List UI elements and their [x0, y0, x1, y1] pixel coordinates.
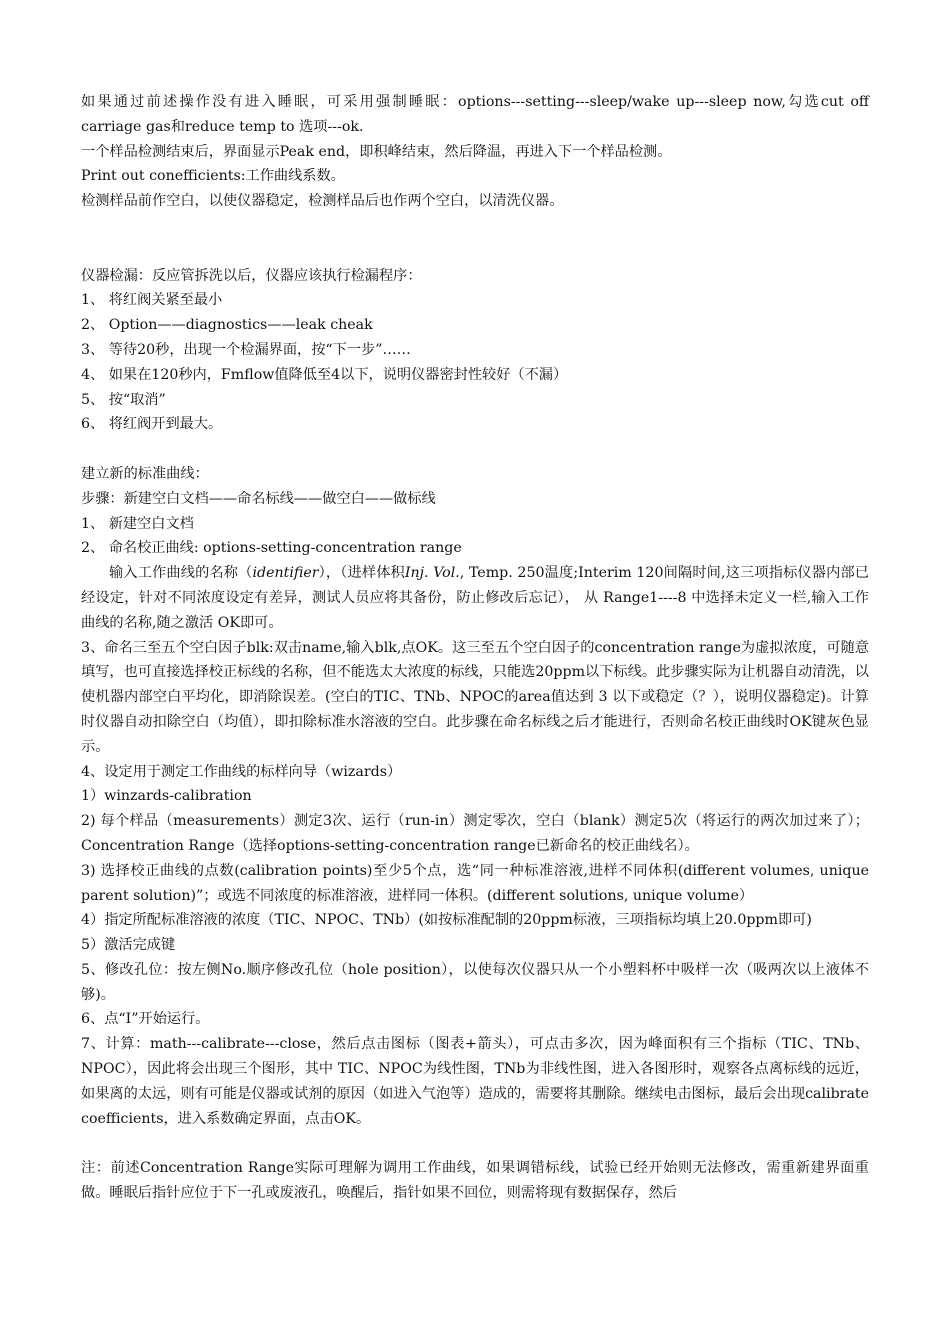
- leak-check-step: 4、 如果在120秒内，Fmflow值降低至4以下，说明仪器密封性较好（不漏）: [81, 366, 568, 383]
- leak-check-step: 3、 等待20秒，出现一个检漏界面，按“下一步”……: [81, 341, 411, 358]
- inj-vol-term: Inj. Vol.: [404, 565, 460, 582]
- new-curve-step-4-2: 2) 每个样品（measurements）测定3次、运行（run-in）测定零次，空白（blank）测定5次（将运行的两次加过来了）；Concentration Range（选择options-setting-concentration range已新命名的校正曲线名）。: [81, 813, 869, 854]
- new-curve-step-7: 7、计算：math---calibrate---close，然后点击图标（图表+箭头），可点击多次，因为峰面积有三个指标（TIC、TNb、NPOC），因此将会出现三个图形，其中 TIC、NPOC为线性图，TNb为非线性图，进入各图形时，观察各点离标线的远近，如果离的太远，则有可能是仪器或试剂的原因（如进入气泡等）造成的，需要将其删除。继续电击图标，最后会出现calibrate coefficients，进入系数确定界面，点击OK。: [81, 1036, 869, 1127]
- document-page: [81, 90, 869, 1206]
- leak-check-step: 6、 将红阀开到最大。: [81, 416, 223, 433]
- closing-note: 注：前述Concentration Range实际可理解为调用工作曲线，如果调错标线，试验已经开始则无法修改，需重新建界面重做。睡眠后指针应位于下一孔或废液孔，唤醒后，指针如果不回位，则需将现有数据保存，然后: [81, 1160, 869, 1202]
- new-curve-step-2-detail: [81, 561, 869, 635]
- blank-note: 检测样品前作空白，以使仪器稳定，检测样品后也作两个空白，以清洗仪器。: [81, 193, 564, 210]
- new-curve-step-4-5: 5）激活完成键: [81, 937, 176, 954]
- spacer: [81, 437, 869, 462]
- identifier-term: identifier: [252, 565, 319, 582]
- sleep-instruction: 如果通过前述操作没有进入睡眠，可采用强制睡眠：options---setting---sleep/wake up---sleep now,勾选cut off carriage gas和reduce temp to 选项---ok.: [81, 94, 869, 135]
- new-curve-steps-line: 步骤：新建空白文档——命名标线——做空白——做标线: [81, 490, 436, 507]
- leak-check-heading: 仪器检漏：反应管拆洗以后，仪器应该执行检漏程序：: [81, 267, 422, 284]
- peak-end-note: 一个样品检测结束后，界面显示Peak end，即积峰结束，然后降温，再进入下一个样品检测。: [81, 143, 672, 160]
- new-curve-step-2: 2、 命名校正曲线: options-setting-concentration range: [81, 540, 462, 557]
- new-curve-step-4-3: 3) 选择校正曲线的点数(calibration points)至少5个点，选“同一种标准溶液,进样不同体积(different volumes, unique parent solution)”；或选不同浓度的标准溶液，进样同一体积。(different solutions, unique volume）: [81, 862, 869, 904]
- leak-check-step: 2、 Option——diagnostics——leak cheak: [81, 317, 373, 334]
- leak-check-step: 5、 按“取消”: [81, 391, 166, 408]
- new-curve-heading: 建立新的标准曲线：: [81, 465, 209, 482]
- detail-text: ），（进样体积: [318, 565, 405, 582]
- new-curve-step-4: 4、设定用于测定工作曲线的标样向导（wizards）: [81, 763, 402, 780]
- leak-check-step: 1、 将红阀关紧至最小: [81, 292, 223, 309]
- new-curve-step-5: 5、修改孔位：按左侧No.顺序修改孔位（hole position），以使每次仪器只从一个小塑料杯中吸样一次（吸两次以上液体不够)。: [81, 961, 869, 1003]
- new-curve-step-3: 3、命名三至五个空白因子blk:双击name,输入blk,点OK。这三至五个空白因子的concentration range为虚拟浓度，可随意填写，也可直接选择校正标线的名称，但不能选太大浓度的标线，只能选20ppm以下标线。此步骤实际为让机器自动清洗，以使机器内部空白平均化，即消除误差。(空白的TIC、TNb、NPOC的area值达到 3 以下或稳定（？），说明仪器稳定)。计算时仪器自动扣除空白（均值），即扣除标准水溶液的空白。此步骤在命名标线之后才能进行，否则命名校正曲线时OK键灰色显示。: [81, 639, 869, 755]
- detail-text: , Temp. 250温度;Interim 120间隔时间,这三项指标仪器内部已经设定，针对不同浓度设定有差异，测试人员应将其备份，防止修改后忘记）， 从 Range1----8 中选择未定义一栏,输入工作曲线的名称,随之激活 OK即可。: [81, 565, 869, 631]
- new-curve-step-1: 1、 新建空白文档: [81, 515, 194, 532]
- spacer: [81, 1131, 869, 1156]
- new-curve-step-4-4: 4）指定所配标准溶液的浓度（TIC、NPOC、TNb）(如按标准配制的20ppm标液，三项指标均填上20.0ppm即可): [81, 912, 812, 929]
- new-curve-step-6: 6、点“I”开始运行。: [81, 1011, 210, 1028]
- spacer: [81, 214, 869, 264]
- new-curve-step-4-1: 1）winzards-calibration: [81, 788, 252, 805]
- detail-text: 输入工作曲线的名称（: [109, 565, 253, 582]
- print-coefficients-note: Print out conefficients:工作曲线系数。: [81, 168, 345, 185]
